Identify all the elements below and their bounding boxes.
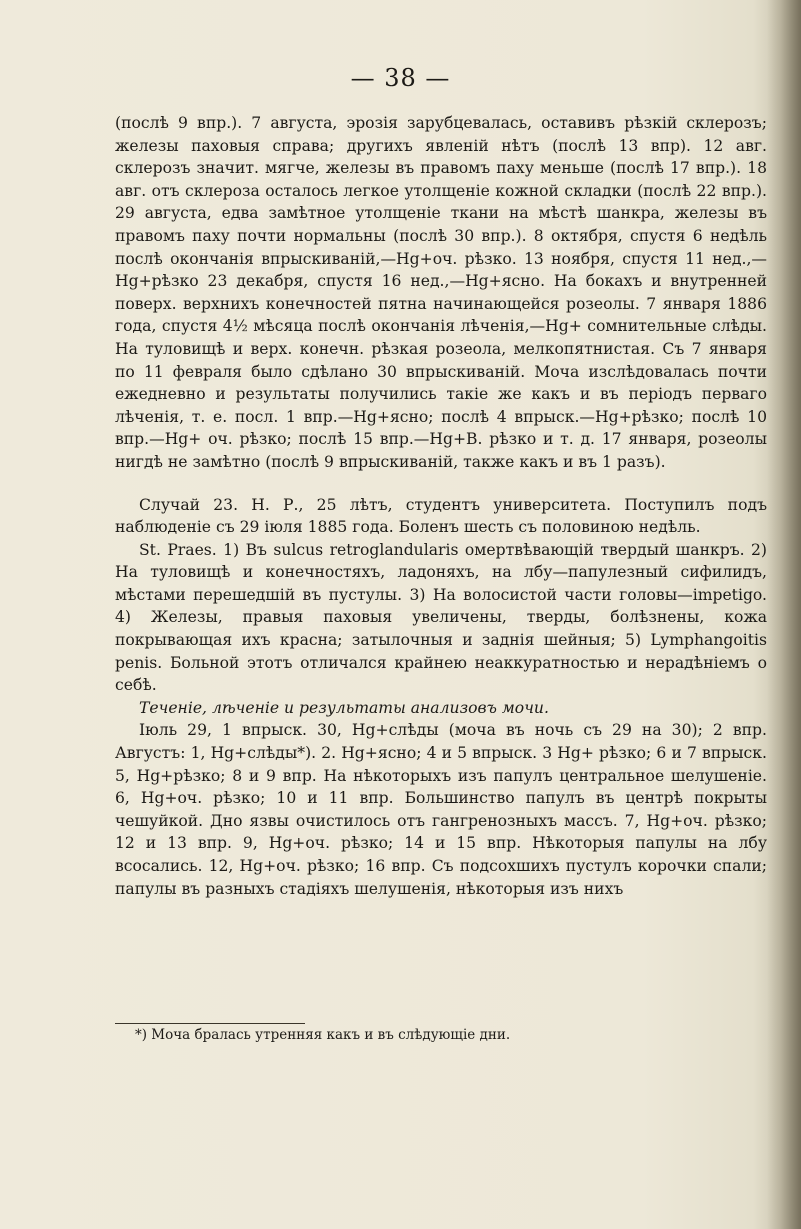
body-text: [115, 112, 767, 900]
footnote-divider: [115, 1023, 305, 1024]
footnote: *) Моча бралась утренняя какъ и въ слѣдующіе дни.: [135, 1027, 511, 1043]
paragraph-status-praesens: St. Praes. 1) Въ sulcus retroglandularis омертвѣвающій твердый шанкръ. 2) На туловищѣ и конечностяхъ, ладоняхъ, на лбу—папулезный сифилидъ, мѣстами перешедшій въ пустулы. 3) На волосистой части головы—impetigo. 4) Железы, правыя паховыя увеличены, тверды, болѣзнены, кожа покрывающая ихъ красна; затылочныя и заднія шейныя; 5) Lymphangoitis penis. Больной этотъ отличался крайнею неаккуратностью и нерадѣніемъ о себѣ.: [115, 540, 767, 695]
paragraph-continuation: (послѣ 9 впр.). 7 августа, эрозія зарубцевалась, оставивъ рѣзкій склерозъ; железы паховыя справа; другихъ явленій нѣтъ (послѣ 13 впр). 12 авг. склерозъ значит. мягче, железы въ правомъ паху меньше (послѣ 17 впр.). 18 авг. отъ склероза осталось легкое утолщеніе кожной складки (послѣ 22 впр.). 29 августа, едва замѣтное утолщеніе ткани на мѣстѣ шанкра, железы въ правомъ паху почти нормальны (послѣ 30 впр.). 8 октября, спустя 6 недѣль послѣ окончанія впрыскиваній,—Hg+оч. рѣзко. 13 ноября, спустя 11 нед.,—Hg+рѣзко 23 декабря, спустя 16 нед.,—Hg+ясно. На бокахъ и внутренней поверх. верхнихъ конечностей пятна начинающейся розеолы. 7 января 1886 года, спустя 4½ мѣсяца послѣ окончанія лѣченія,—Hg+ сомнительные слѣды. На туловищѣ и верх. конечн. рѣзкая розеола, мелкопятнистая. Съ 7 января по 11 февраля было сдѣлано 30 впрыскиваній. Моча изслѣдовалась почти ежедневно и результаты получились такіе же какъ и въ періодъ перваго лѣченія, т. е. посл. 1 впр.—Hg+ясно; послѣ 4 впрыск.—Hg+рѣзко; послѣ 10 впр.—Hg+ оч. рѣзко; послѣ 15 впр.—Hg+B. рѣзко и т. д. 17 января, розеолы нигдѣ не замѣтно (послѣ 9 впрыскиваній, также какъ и въ 1 разъ).: [115, 114, 767, 471]
page-binding-shadow: [767, 0, 801, 1229]
paragraph-course: Іюль 29, 1 впрыск. 30, Hg+слѣды (моча въ ночь съ 29 на 30); 2 впр. Августъ: 1, Hg+слѣды*). 2. Hg+ясно; 4 и 5 впрыск. 3 Hg+ рѣзко; 6 и 7 впрыск. 5, Hg+рѣзко; 8 и 9 впр. На нѣкоторыхъ изъ папулъ центральное шелушеніе. 6, Hg+оч. рѣзко; 10 и 11 впр. Большинство папулъ въ центрѣ покрыты чешуйкой. Дно язвы очистилось отъ гангренозныхъ массъ. 7, Hg+оч. рѣзко; 12 и 13 впр. 9, Hg+оч. рѣзко; 14 и 15 впр. Нѣкоторыя папулы на лбу всосались. 12, Hg+оч. рѣзко; 16 впр. Съ подсохшихъ пустулъ корочки спали; папулы въ разныхъ стадіяхъ шелушенія, нѣкоторыя изъ нихъ: [115, 721, 767, 898]
section-heading: Теченіе, лѣченіе и результаты анализовъ мочи.: [139, 698, 549, 717]
page-number: — 38 —: [350, 64, 451, 92]
paragraph-case-23: Случай 23. Н. Р., 25 лѣтъ, студентъ университета. Поступилъ подъ наблюденіе съ 29 іюля 1885 года. Боленъ шесть съ половиною недѣль.: [115, 495, 767, 537]
